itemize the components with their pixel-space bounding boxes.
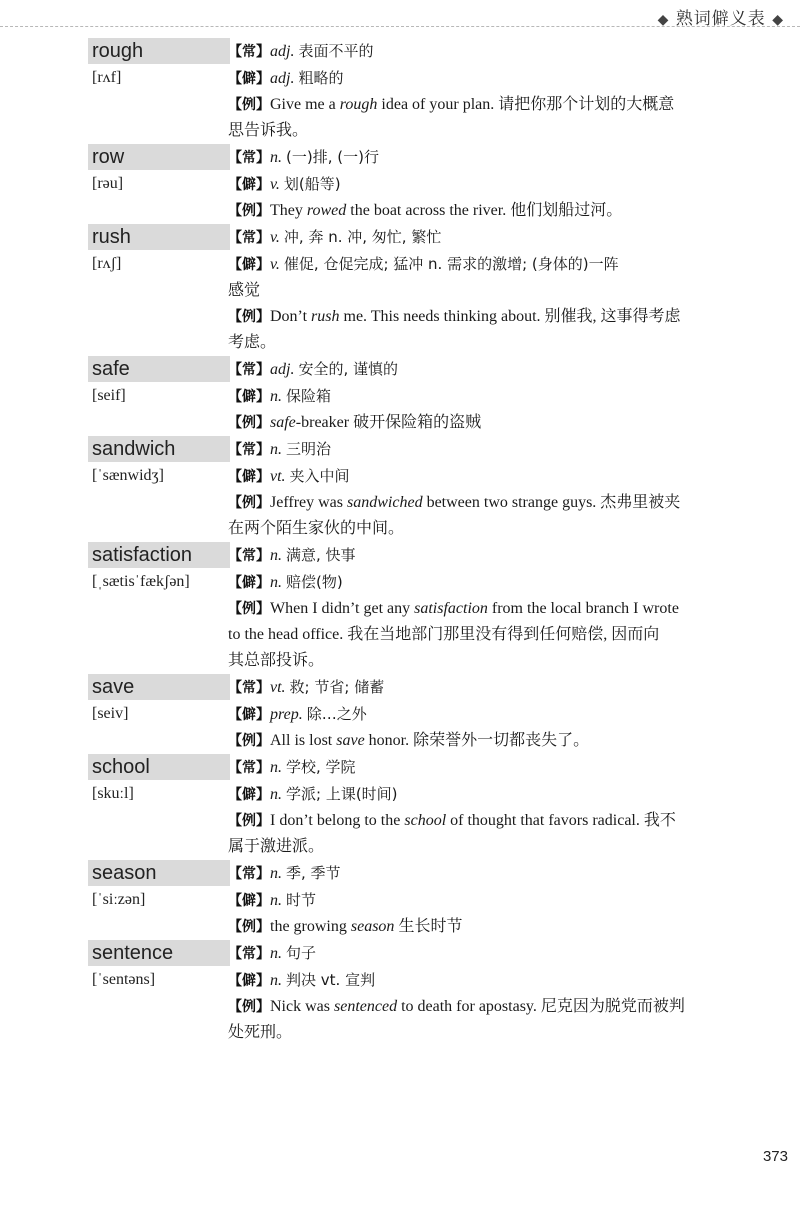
example-sentence [228, 304, 772, 330]
example-sentence [228, 490, 772, 516]
phonetic: [ˌsætisˈfækʃən] [92, 573, 190, 590]
common-label: 【常】 [228, 946, 270, 962]
part-of-speech: v. [270, 229, 280, 246]
phonetic: [seiv] [92, 705, 129, 722]
page-header [0, 0, 800, 27]
rare-meaning [228, 251, 772, 278]
glossary-entry [88, 144, 772, 224]
part-of-speech: adj. [270, 43, 295, 60]
rare-meaning [228, 887, 772, 914]
definition: 学派; 上课(时间) [286, 785, 398, 803]
common-label: 【常】 [228, 442, 270, 458]
example-label: 【例】 [228, 813, 270, 829]
rare-label: 【僻】 [228, 177, 270, 193]
example-continued: 在两个陌生家伙的中间。 [228, 520, 405, 537]
common-label: 【常】 [228, 150, 270, 166]
common-label: 【常】 [228, 548, 270, 564]
entry-headword-column [88, 356, 228, 436]
example-label: 【例】 [228, 999, 270, 1015]
glossary-entry [88, 860, 772, 940]
glossary-entry [88, 674, 772, 754]
phonetic: [ˈsiːzən] [92, 891, 146, 908]
entry-headword-column [88, 224, 228, 356]
definition: 表面不平的 [298, 42, 374, 60]
glossary-entry [88, 754, 772, 860]
example-label: 【例】 [228, 495, 270, 511]
common-label: 【常】 [228, 362, 270, 378]
example-label: 【例】 [228, 203, 270, 219]
header-divider [0, 26, 800, 27]
definition: 救; 节省; 储蓄 [289, 678, 385, 696]
part-of-speech: n. [270, 786, 282, 803]
example-keyword: safe [270, 414, 296, 431]
rare-label: 【僻】 [228, 257, 270, 273]
rare-meaning [228, 65, 772, 92]
common-meaning [228, 754, 772, 781]
entry-headword-column [88, 542, 228, 674]
rare-meaning [228, 967, 772, 994]
headword: rough [88, 38, 230, 64]
rare-label: 【僻】 [228, 707, 270, 723]
example-text-post: me. This needs thinking about. 别催我, 这事得考虑 [339, 308, 681, 325]
example-label: 【例】 [228, 415, 270, 431]
example-keyword: rush [311, 308, 340, 325]
entry-headword-column [88, 436, 228, 542]
definition: 除…之外 [306, 705, 367, 723]
example-keyword: school [404, 812, 447, 829]
definition: 时节 [286, 891, 317, 909]
common-meaning [228, 144, 772, 171]
diamond-icon: ◆ [772, 12, 784, 28]
rare-meaning [228, 463, 772, 490]
entry-headword-column [88, 940, 228, 1046]
part-of-speech: vt. [270, 468, 286, 485]
example-label: 【例】 [228, 733, 270, 749]
definition: 句子 [286, 944, 317, 962]
example-sentence [228, 92, 772, 118]
example-text-post: between two strange guys. 杰弗里被夹 [422, 494, 681, 511]
headword: sandwich [88, 436, 230, 462]
rare-label: 【僻】 [228, 469, 270, 485]
entry-headword-column [88, 38, 228, 144]
example-sentence [228, 728, 772, 754]
definition: 三明治 [286, 440, 332, 458]
phonetic: [skuːl] [92, 785, 134, 802]
example-keyword: satisfaction [414, 600, 488, 617]
example-text-post: from the local branch I wrote [487, 600, 679, 617]
example-continued: 考虑。 [228, 334, 277, 351]
part-of-speech: n. [270, 547, 282, 564]
definition: 催促, 仓促完成; 猛冲 n. 需求的激增; (身体的)一阵 [283, 255, 619, 273]
example-label: 【例】 [228, 97, 270, 113]
definition: 季, 季节 [286, 864, 341, 882]
example-label: 【例】 [228, 309, 270, 325]
phonetic: [rəu] [92, 175, 124, 192]
example-text-post: 生长时节 [394, 918, 463, 935]
entry-definitions [228, 224, 772, 356]
part-of-speech: n. [270, 972, 282, 989]
example-continued: 属于激进派。 [228, 838, 325, 855]
entry-headword-column [88, 860, 228, 940]
part-of-speech: adj. [270, 70, 295, 87]
example-sentence [228, 808, 772, 834]
example-continued: 其总部投诉。 [228, 652, 325, 669]
common-label: 【常】 [228, 230, 270, 246]
phonetic: [rʌʃ] [92, 255, 122, 272]
phonetic: [rʌf] [92, 69, 122, 86]
example-text-pre: Nick was [270, 998, 334, 1015]
entry-definitions [228, 542, 772, 674]
definition: 划(船等) [283, 175, 341, 193]
headword: rush [88, 224, 230, 250]
example-keyword: rowed [306, 202, 347, 219]
example-text-pre: When I didn’t get any [270, 600, 415, 617]
common-label: 【常】 [228, 866, 270, 882]
entry-definitions [228, 144, 772, 224]
entry-definitions [228, 38, 772, 144]
common-label: 【常】 [228, 760, 270, 776]
example-text-post: honor. 除荣誉外一切都丧失了。 [364, 732, 590, 749]
common-meaning [228, 224, 772, 251]
entry-headword-column [88, 674, 228, 754]
common-meaning [228, 860, 772, 887]
example-text-pre: Don’t [270, 308, 312, 325]
example-text-pre: the growing [270, 918, 351, 935]
part-of-speech: n. [270, 892, 282, 909]
definition: 粗略的 [298, 69, 344, 87]
example-text-pre: Jeffrey was [270, 494, 348, 511]
example-continued: to the head office. 我在当地部门那里没有得到任何赔偿, 因而向 [228, 626, 660, 643]
common-meaning [228, 940, 772, 967]
rare-meaning [228, 781, 772, 808]
entry-definitions [228, 754, 772, 860]
example-text-post: -breaker 破开保险箱的盗贼 [295, 414, 482, 431]
rare-label: 【僻】 [228, 575, 270, 591]
part-of-speech: n. [270, 945, 282, 962]
glossary-entry [88, 940, 772, 1046]
headword: satisfaction [88, 542, 230, 568]
definition: 判决 vt. 宣判 [286, 971, 376, 989]
part-of-speech: n. [270, 865, 282, 882]
example-continued: 思告诉我。 [228, 122, 309, 139]
example-continued: 处死刑。 [228, 1024, 293, 1041]
glossary-entry [88, 224, 772, 356]
diamond-icon: ◆ [657, 12, 670, 28]
definition: 满意, 快事 [286, 546, 356, 564]
entry-definitions [228, 356, 772, 436]
example-text-pre: They [270, 202, 307, 219]
common-meaning [228, 674, 772, 701]
glossary-list [88, 38, 772, 1046]
rare-meaning [228, 701, 772, 728]
phonetic: [seif] [92, 387, 126, 404]
example-text-pre: All is lost [270, 732, 337, 749]
example-sentence [228, 994, 772, 1020]
glossary-entry [88, 436, 772, 542]
entry-definitions [228, 436, 772, 542]
entry-headword-column [88, 144, 228, 224]
example-text-post: of thought that favors radical. 我不 [446, 812, 676, 829]
part-of-speech: v. [270, 256, 280, 273]
common-meaning [228, 542, 772, 569]
part-of-speech: n. [270, 149, 282, 166]
rare-label: 【僻】 [228, 389, 270, 405]
example-keyword: save [336, 732, 365, 749]
definition: 安全的, 谨慎的 [298, 360, 398, 378]
example-text-pre: I don’t belong to the [270, 812, 405, 829]
part-of-speech: n. [270, 759, 282, 776]
example-label: 【例】 [228, 919, 270, 935]
entry-definitions [228, 940, 772, 1046]
rare-label: 【僻】 [228, 787, 270, 803]
common-meaning [228, 356, 772, 383]
example-text-post: to death for apostasy. 尼克因为脱党而被判 [397, 998, 685, 1015]
rare-label: 【僻】 [228, 893, 270, 909]
rare-meaning [228, 171, 772, 198]
rare-meaning [228, 569, 772, 596]
rare-meaning [228, 383, 772, 410]
example-text-post: idea of your plan. 请把你那个计划的大概意 [377, 96, 675, 113]
common-meaning [228, 436, 772, 463]
page-number: 373 [762, 1148, 788, 1165]
example-text-pre: Give me a [270, 96, 340, 113]
part-of-speech: v. [270, 176, 280, 193]
glossary-entry [88, 356, 772, 436]
part-of-speech: vt. [270, 679, 286, 696]
common-meaning [228, 38, 772, 65]
headword: school [88, 754, 230, 780]
example-label: 【例】 [228, 601, 270, 617]
glossary-entry [88, 38, 772, 144]
definition: 赔偿(物) [286, 573, 343, 591]
part-of-speech: adj. [270, 361, 295, 378]
section-title: 熟词僻义表 [675, 9, 766, 29]
common-label: 【常】 [228, 680, 270, 696]
glossary-entry [88, 542, 772, 674]
part-of-speech: n. [270, 441, 282, 458]
common-label: 【常】 [228, 44, 270, 60]
headword: row [88, 144, 230, 170]
entry-headword-column [88, 754, 228, 860]
headword: safe [88, 356, 230, 382]
headword: sentence [88, 940, 230, 966]
example-sentence [228, 198, 772, 224]
definition: (一)排, (一)行 [286, 148, 379, 166]
rare-label: 【僻】 [228, 973, 270, 989]
example-keyword: season [350, 918, 395, 935]
definition: 冲, 奔 n. 冲, 匆忙, 繁忙 [283, 228, 442, 246]
rare-meaning-continued: 感觉 [228, 282, 261, 299]
definition: 保险箱 [286, 387, 332, 405]
phonetic: [ˈsænwidʒ] [92, 467, 164, 484]
headword: season [88, 860, 230, 886]
entry-definitions [228, 860, 772, 940]
example-keyword: sandwiched [347, 494, 423, 511]
phonetic: [ˈsentəns] [92, 971, 156, 988]
headword: save [88, 674, 230, 700]
rare-label: 【僻】 [228, 71, 270, 87]
example-text-post: the boat across the river. 他们划船过河。 [346, 202, 623, 219]
entry-definitions [228, 674, 772, 754]
definition: 夹入中间 [289, 467, 350, 485]
definition: 学校, 学院 [286, 758, 356, 776]
example-sentence [228, 596, 772, 622]
part-of-speech: n. [270, 388, 282, 405]
example-keyword: sentenced [333, 998, 398, 1015]
example-sentence [228, 914, 772, 940]
part-of-speech: n. [270, 574, 282, 591]
example-sentence [228, 410, 772, 436]
part-of-speech: prep. [270, 706, 303, 723]
example-keyword: rough [339, 96, 378, 113]
